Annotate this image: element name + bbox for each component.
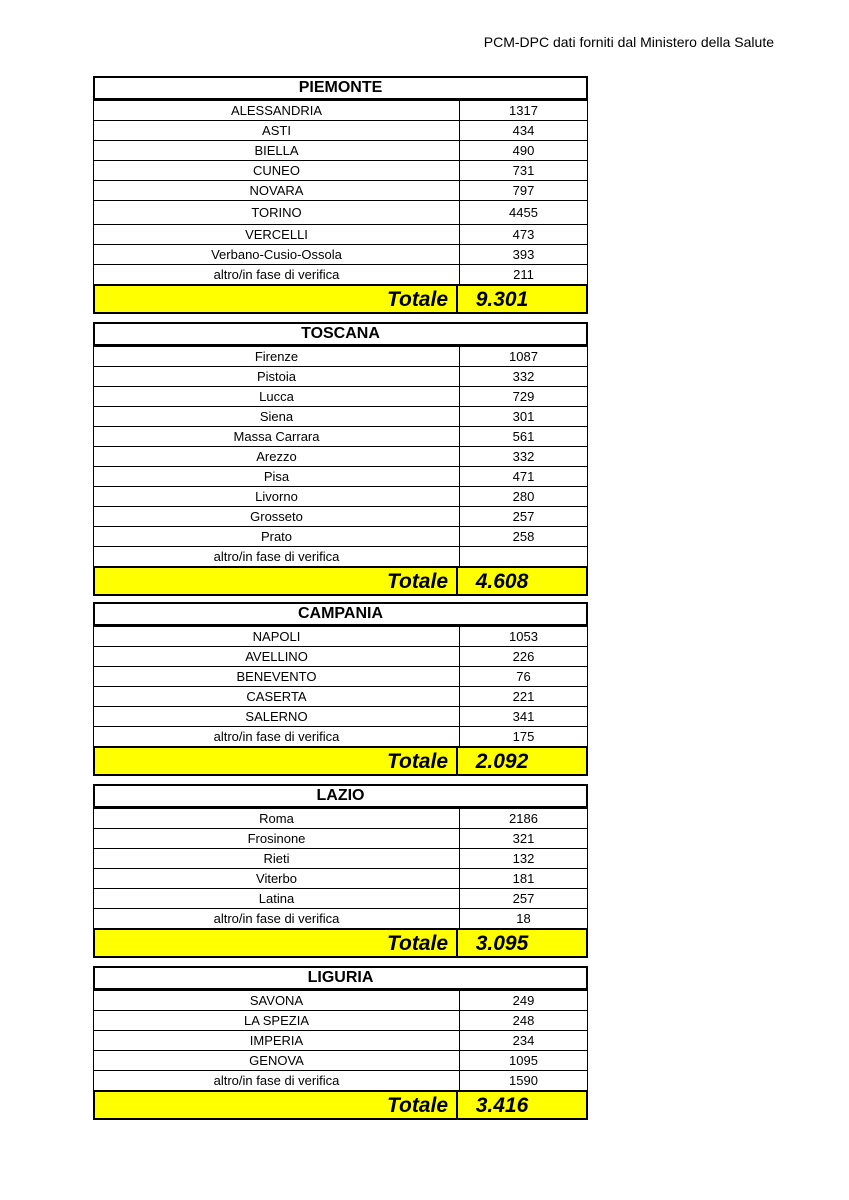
table-row — [94, 627, 588, 647]
table-row — [94, 829, 588, 849]
province-name: altro/in fase di verifica — [94, 909, 460, 929]
province-name: Frosinone — [94, 829, 460, 849]
table-row — [94, 527, 588, 547]
total-value: 4.608 — [475, 570, 529, 593]
province-name: SAVONA — [94, 991, 460, 1011]
province-name: Arezzo — [94, 447, 460, 467]
province-value: 248 — [460, 1011, 588, 1031]
province-value — [460, 547, 588, 567]
province-value: 490 — [460, 141, 588, 161]
table-row — [94, 447, 588, 467]
province-name: ALESSANDRIA — [94, 101, 460, 121]
table-row — [94, 407, 588, 427]
province-name: Prato — [94, 527, 460, 547]
table-row — [94, 507, 588, 527]
province-value: 332 — [460, 367, 588, 387]
province-name: altro/in fase di verifica — [94, 547, 460, 567]
province-table — [93, 990, 588, 1091]
province-value: 226 — [460, 647, 588, 667]
province-name: VERCELLI — [94, 225, 460, 245]
province-name: Firenze — [94, 347, 460, 367]
province-name: BIELLA — [94, 141, 460, 161]
province-table — [93, 100, 588, 285]
province-value: 561 — [460, 427, 588, 447]
province-value: 1053 — [460, 627, 588, 647]
total-label: Totale — [95, 748, 458, 774]
total-row — [93, 566, 588, 596]
province-name: CUNEO — [94, 161, 460, 181]
total-value: 3.095 — [475, 932, 529, 955]
total-value: 2.092 — [475, 750, 529, 773]
province-value: 729 — [460, 387, 588, 407]
province-value: 175 — [460, 727, 588, 747]
region-block-liguria — [93, 966, 588, 1120]
table-row — [94, 849, 588, 869]
region-title: LAZIO — [93, 784, 588, 808]
province-value: 393 — [460, 245, 588, 265]
region-title: TOSCANA — [93, 322, 588, 346]
table-row — [94, 667, 588, 687]
table-row — [94, 727, 588, 747]
table-row — [94, 427, 588, 447]
table-row — [94, 161, 588, 181]
province-value: 181 — [460, 869, 588, 889]
province-name: NOVARA — [94, 181, 460, 201]
province-table — [93, 808, 588, 929]
province-value: 471 — [460, 467, 588, 487]
table-row — [94, 909, 588, 929]
province-table — [93, 346, 588, 567]
province-value: 258 — [460, 527, 588, 547]
table-row — [94, 347, 588, 367]
region-block-piemonte — [93, 76, 588, 314]
province-name: CASERTA — [94, 687, 460, 707]
total-value: 9.301 — [475, 288, 529, 311]
province-name: Viterbo — [94, 869, 460, 889]
province-name: altro/in fase di verifica — [94, 1071, 460, 1091]
province-name: LA SPEZIA — [94, 1011, 460, 1031]
province-value: 280 — [460, 487, 588, 507]
total-row — [93, 928, 588, 958]
province-name: AVELLINO — [94, 647, 460, 667]
table-row — [94, 707, 588, 727]
province-name: Massa Carrara — [94, 427, 460, 447]
total-row — [93, 284, 588, 314]
province-name: Pisa — [94, 467, 460, 487]
table-row — [94, 181, 588, 201]
province-value: 1317 — [460, 101, 588, 121]
table-row — [94, 201, 588, 225]
province-value: 731 — [460, 161, 588, 181]
total-label: Totale — [95, 568, 458, 594]
region-title: LIGURIA — [93, 966, 588, 990]
region-block-toscana — [93, 322, 588, 596]
province-name: TORINO — [94, 201, 460, 225]
table-row — [94, 1071, 588, 1091]
region-title: PIEMONTE — [93, 76, 588, 100]
region-block-lazio — [93, 784, 588, 958]
province-value: 473 — [460, 225, 588, 245]
province-name: Siena — [94, 407, 460, 427]
table-row — [94, 647, 588, 667]
table-row — [94, 141, 588, 161]
table-row — [94, 265, 588, 285]
province-value: 234 — [460, 1031, 588, 1051]
total-row — [93, 746, 588, 776]
province-name: GENOVA — [94, 1051, 460, 1071]
table-row — [94, 991, 588, 1011]
table-row — [94, 889, 588, 909]
province-value: 321 — [460, 829, 588, 849]
province-value: 76 — [460, 667, 588, 687]
province-name: Rieti — [94, 849, 460, 869]
region-title: CAMPANIA — [93, 602, 588, 626]
table-row — [94, 1011, 588, 1031]
province-value: 301 — [460, 407, 588, 427]
table-row — [94, 121, 588, 141]
table-row — [94, 367, 588, 387]
province-value: 2186 — [460, 809, 588, 829]
province-value: 332 — [460, 447, 588, 467]
province-name: Verbano-Cusio-Ossola — [94, 245, 460, 265]
province-name: ASTI — [94, 121, 460, 141]
total-label: Totale — [95, 1092, 458, 1118]
table-row — [94, 245, 588, 265]
table-row — [94, 1031, 588, 1051]
province-name: IMPERIA — [94, 1031, 460, 1051]
province-value: 4455 — [460, 201, 588, 225]
province-value: 221 — [460, 687, 588, 707]
province-name: altro/in fase di verifica — [94, 727, 460, 747]
province-name: altro/in fase di verifica — [94, 265, 460, 285]
province-value: 249 — [460, 991, 588, 1011]
province-value: 132 — [460, 849, 588, 869]
table-row — [94, 869, 588, 889]
table-row — [94, 487, 588, 507]
province-name: Grosseto — [94, 507, 460, 527]
province-name: NAPOLI — [94, 627, 460, 647]
total-row — [93, 1090, 588, 1120]
province-value: 1095 — [460, 1051, 588, 1071]
province-value: 1087 — [460, 347, 588, 367]
province-name: Lucca — [94, 387, 460, 407]
total-value: 3.416 — [475, 1094, 529, 1117]
table-row — [94, 387, 588, 407]
province-name: Latina — [94, 889, 460, 909]
province-value: 797 — [460, 181, 588, 201]
province-name: Roma — [94, 809, 460, 829]
province-table — [93, 626, 588, 747]
province-value: 211 — [460, 265, 588, 285]
region-block-campania — [93, 602, 588, 776]
province-value: 341 — [460, 707, 588, 727]
province-name: SALERNO — [94, 707, 460, 727]
total-label: Totale — [95, 930, 458, 956]
province-name: Livorno — [94, 487, 460, 507]
table-row — [94, 225, 588, 245]
table-row — [94, 467, 588, 487]
province-value: 257 — [460, 889, 588, 909]
province-value: 257 — [460, 507, 588, 527]
province-name: BENEVENTO — [94, 667, 460, 687]
table-row — [94, 1051, 588, 1071]
province-name: Pistoia — [94, 367, 460, 387]
total-label: Totale — [95, 286, 458, 312]
table-row — [94, 809, 588, 829]
table-row — [94, 547, 588, 567]
source-note: PCM-DPC dati forniti dal Ministero della Salute — [483, 34, 774, 50]
province-value: 434 — [460, 121, 588, 141]
table-row — [94, 687, 588, 707]
table-row — [94, 101, 588, 121]
province-value: 18 — [460, 909, 588, 929]
province-value: 1590 — [460, 1071, 588, 1091]
